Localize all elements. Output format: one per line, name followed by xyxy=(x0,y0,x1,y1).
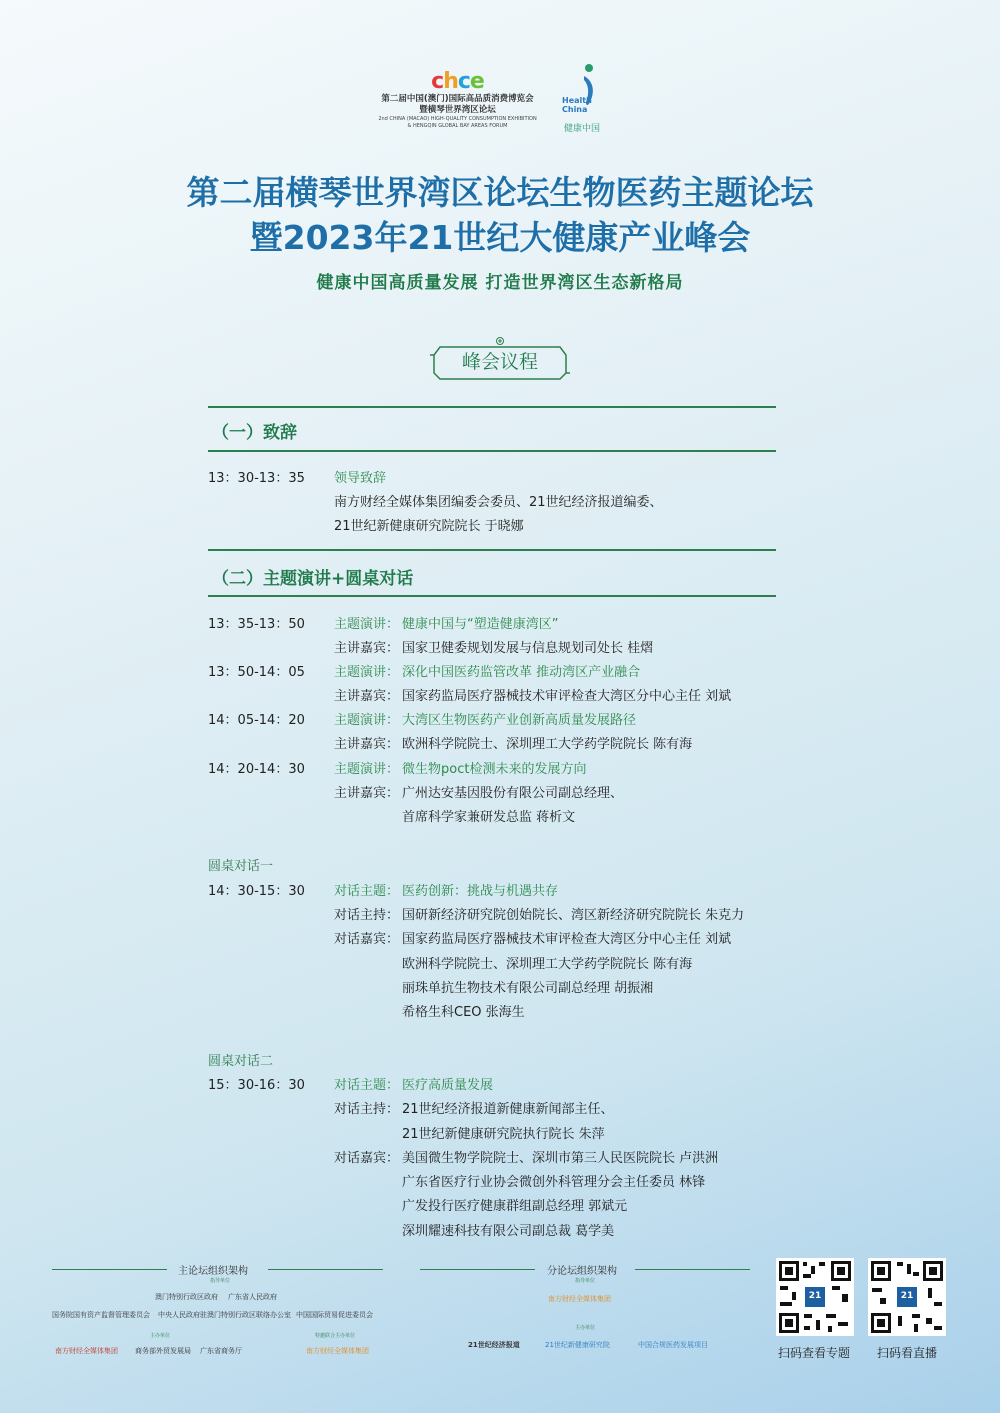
roundtable-2-host-line-1: 21世纪经济报道新健康新闻部主任、 xyxy=(402,1102,614,1117)
host-label: 对话主持： xyxy=(334,1102,400,1117)
special-co-host-tag: 特邀联合主办单位 xyxy=(314,1333,355,1339)
roundtable-1-topic: 医药创新：挑战与机遇共存 xyxy=(402,884,559,899)
roundtable-2-guest: 广发投行医疗健康群组副总经理 郭斌元 xyxy=(402,1199,628,1214)
topic-label: 对话主题： xyxy=(334,1078,400,1093)
main-guide-org: 广东省人民政府 xyxy=(228,1293,277,1301)
agenda-badge xyxy=(430,335,570,383)
section-divider xyxy=(208,406,776,408)
host-label: 对话主持： xyxy=(334,908,400,923)
keynote-label: 主题演讲： xyxy=(334,617,400,632)
roundtable-2-guest: 深圳耀速科技有限公司副总裁 葛学美 xyxy=(402,1224,615,1239)
agenda-label: 峰会议程 xyxy=(461,351,538,373)
talk-topic: 健康中国与“塑造健康湾区” xyxy=(402,617,559,632)
main-host-org: 商务部外贸发展局 xyxy=(135,1347,191,1355)
page-subtitle: 健康中国高质量发展 打造世界湾区生态新格局 xyxy=(316,273,684,293)
title-line-1: 第二届横琴世界湾区论坛生物医药主题论坛 xyxy=(186,173,814,212)
footer-divider xyxy=(420,1269,535,1270)
footer-divider xyxy=(268,1269,383,1270)
main-host-org: 南方财经全媒体集团 xyxy=(55,1347,118,1355)
roundtable-1-guest: 欧洲科学院院士、深圳理工大学药学院院长 陈有海 xyxy=(402,957,693,972)
main-guide-org: 澳门特别行政区政府 xyxy=(155,1293,218,1301)
section-1-item: 领导致辞 xyxy=(334,471,387,486)
talk-time: 14：20-14：30 xyxy=(208,762,305,777)
talk-speaker-line-2: 首席科学家兼研发总监 蒋析文 xyxy=(402,810,576,825)
roundtable-1-guest: 希格生科CEO 张海生 xyxy=(402,1005,525,1020)
expo-name-en-1: 2nd CHINA (MACAO) HIGH-QUALITY CONSUMPTION EXHIBITION xyxy=(378,116,537,122)
main-special-org: 南方财经全媒体集团 xyxy=(306,1347,369,1355)
expo-name-en-2: & HENGQIN GLOBAL BAY AREAS FORUM xyxy=(407,123,508,129)
section-1-title: （一）致辞 xyxy=(212,423,297,443)
health-china-en-1: Health xyxy=(562,96,592,105)
roundtable-1-host: 国研新经济研究院创始院长、湾区新经济研究院院长 朱克力 xyxy=(402,908,745,923)
expo-name-cn-1: 第二届中国(澳门)国际高品质消费博览会 xyxy=(381,94,534,104)
talk-topic: 大湾区生物医药产业创新高质量发展路径 xyxy=(402,713,637,728)
talk-topic: 微生物poct检测未来的发展方向 xyxy=(402,762,587,777)
talk-time: 13：35-13：50 xyxy=(208,617,305,632)
section-1-time: 13：30-13：35 xyxy=(208,471,305,486)
roundtable-1-guest: 国家药监局医疗器械技术审评检查大湾区分中心主任 刘斌 xyxy=(402,932,732,947)
talk-time: 14：05-14：20 xyxy=(208,713,305,728)
main-guide-org: 国务院国有资产监督管理委员会 xyxy=(52,1311,150,1319)
speaker-label: 主讲嘉宾： xyxy=(334,737,400,752)
chce-logo xyxy=(370,70,545,130)
title-line-2: 暨2023年21世纪大健康产业峰会 xyxy=(249,218,751,257)
health-china-en-2: China xyxy=(562,105,588,114)
speaker-label: 主讲嘉宾： xyxy=(334,689,400,704)
health-china-logo xyxy=(562,62,612,142)
qr-badge: 21 xyxy=(808,1291,822,1301)
keynote-label: 主题演讲： xyxy=(334,713,400,728)
sub-host-org: 21世纪经济报道 xyxy=(468,1341,520,1349)
page-title xyxy=(0,170,1000,260)
section-2-title: （二）主题演讲+圆桌对话 xyxy=(212,569,414,589)
talk-speaker: 欧洲科学院院士、深圳理工大学药学院院长 陈有海 xyxy=(402,737,693,752)
qr-code-live[interactable] xyxy=(868,1258,946,1336)
topic-label: 对话主题： xyxy=(334,884,400,899)
sub-host-org: 中国合规医药发展项目 xyxy=(638,1341,708,1349)
section-divider xyxy=(208,549,776,551)
chce-wordmark: chce xyxy=(431,69,484,94)
section-1-speaker-line-2: 21世纪新健康研究院院长 于晓娜 xyxy=(334,519,524,534)
footer-divider xyxy=(635,1269,750,1270)
talk-speaker: 国家卫健委规划发展与信息规划司处长 桂熠 xyxy=(402,641,654,656)
roundtable-2-topic: 医疗高质量发展 xyxy=(402,1078,494,1093)
sub-guide-tag: 指导单位 xyxy=(574,1278,595,1284)
section-divider xyxy=(208,450,776,452)
qr-caption-topic: 扫码查看专题 xyxy=(778,1346,851,1360)
talk-speaker: 国家药监局医疗器械技术审评检查大湾区分中心主任 刘斌 xyxy=(402,689,732,704)
qr-caption-live: 扫码看直播 xyxy=(877,1346,938,1360)
footer xyxy=(0,1258,1000,1413)
section-1-speaker-line-1: 南方财经全媒体集团编委会委员、21世纪经济报道编委、 xyxy=(334,495,663,510)
qr-code-topic[interactable] xyxy=(776,1258,854,1336)
guest-label: 对话嘉宾： xyxy=(334,932,400,947)
roundtable-2-time: 15：30-16：30 xyxy=(208,1078,305,1093)
speaker-label: 主讲嘉宾： xyxy=(334,641,400,656)
roundtable-1-guest: 丽珠单抗生物技术有限公司副总经理 胡振湘 xyxy=(402,981,654,996)
sub-forum-label: 分论坛组织架构 xyxy=(547,1266,617,1277)
health-china-cn: 健康中国 xyxy=(564,124,601,134)
talk-topic: 深化中国医药监管改革 推动湾区产业融合 xyxy=(402,665,641,680)
roundtable-2-host-line-2: 21世纪新健康研究院执行院长 朱萍 xyxy=(402,1127,605,1142)
roundtable-1-title: 圆桌对话一 xyxy=(208,859,274,874)
roundtable-2-title: 圆桌对话二 xyxy=(208,1054,274,1069)
main-host-org: 广东省商务厅 xyxy=(200,1347,242,1355)
section-divider xyxy=(208,595,776,597)
keynote-label: 主题演讲： xyxy=(334,665,400,680)
main-host-tag: 主办单位 xyxy=(149,1333,170,1339)
qr-badge: 21 xyxy=(900,1291,914,1301)
main-guide-org: 中国国际贸易促进委员会 xyxy=(296,1311,373,1319)
keynote-label: 主题演讲： xyxy=(334,762,400,777)
header-logos xyxy=(0,70,1000,145)
roundtable-1-time: 14：30-15：30 xyxy=(208,884,305,899)
sub-host-org: 21世纪新健康研究院 xyxy=(545,1341,610,1349)
sub-guide-org: 南方财经全媒体集团 xyxy=(548,1295,611,1303)
expo-name-cn-2: 暨横琴世界湾区论坛 xyxy=(419,105,496,115)
main-guide-org: 中央人民政府驻澳门特别行政区联络办公室 xyxy=(158,1311,291,1319)
talk-speaker: 广州达安基因股份有限公司副总经理、 xyxy=(402,786,624,801)
guest-label: 对话嘉宾： xyxy=(334,1151,400,1166)
speaker-label: 主讲嘉宾： xyxy=(334,786,400,801)
roundtable-2-guest: 美国微生物学院院士、深圳市第三人民医院院长 卢洪洲 xyxy=(402,1151,719,1166)
talk-time: 13：50-14：05 xyxy=(208,665,305,680)
roundtable-2-guest: 广东省医疗行业协会微创外科管理分会主任委员 林锋 xyxy=(402,1175,706,1190)
footer-divider xyxy=(52,1269,167,1270)
sub-host-tag: 主办单位 xyxy=(574,1325,595,1331)
main-forum-label: 主论坛组织架构 xyxy=(178,1266,248,1277)
main-guide-tag: 指导单位 xyxy=(209,1278,230,1284)
